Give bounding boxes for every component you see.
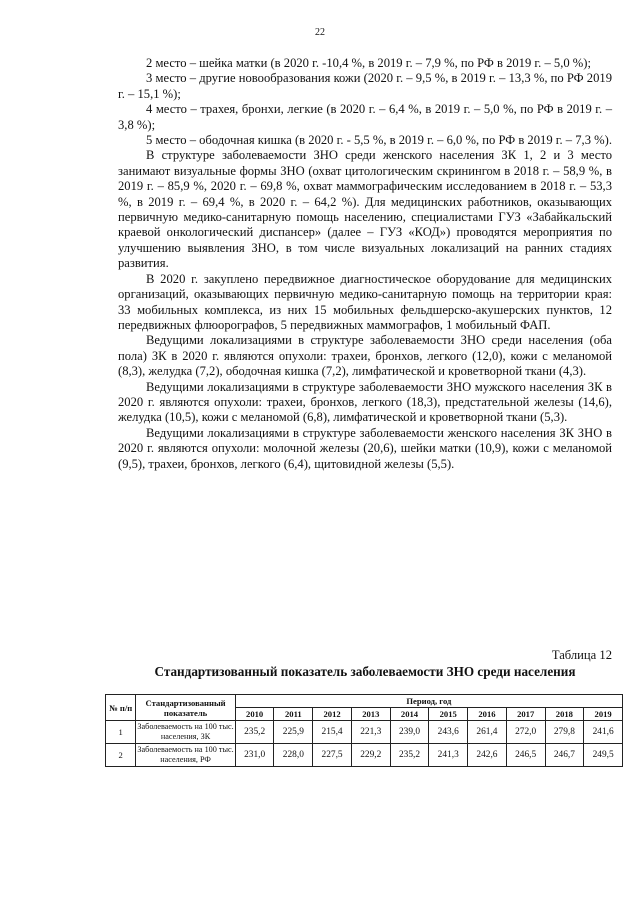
body-text — [118, 56, 612, 472]
row-number: 1 — [106, 721, 136, 744]
table-cell: 261,4 — [468, 721, 507, 744]
year-header: 2012 — [313, 708, 352, 721]
table-cell: 229,2 — [351, 744, 390, 767]
table-cell: 228,0 — [274, 744, 313, 767]
year-header: 2017 — [506, 708, 545, 721]
table-cell: 241,3 — [429, 744, 468, 767]
col-indicator-header: Стандартизованный показатель — [136, 695, 235, 721]
table-cell: 221,3 — [351, 721, 390, 744]
paragraph: 4 место – трахея, бронхи, легкие (в 2020 г. – 6,4 %, в 2019 г. – 5,0 %, по РФ в 2019 г. – 3,8 %); — [118, 102, 612, 132]
paragraph: 3 место – другие новообразования кожи (2020 г. – 9,5 %, в 2019 г. – 13,3 %, по РФ 2019 г. – 15,1 %); — [118, 71, 612, 101]
table-row — [106, 721, 623, 744]
table-cell: 225,9 — [274, 721, 313, 744]
table-cell: 235,2 — [235, 721, 274, 744]
year-header: 2018 — [545, 708, 584, 721]
row-indicator: Заболеваемость на 100 тыс. населения, ЗК — [136, 721, 235, 744]
col-number-header: № п/п — [106, 695, 136, 721]
paragraph: 2 место – шейка матки (в 2020 г. -10,4 %, в 2019 г. – 7,9 %, по РФ в 2019 г. – 5,0 %); — [146, 56, 591, 70]
table-cell: 246,7 — [545, 744, 584, 767]
year-header: 2013 — [351, 708, 390, 721]
year-header: 2015 — [429, 708, 468, 721]
table-cell: 235,2 — [390, 744, 429, 767]
row-number: 2 — [106, 744, 136, 767]
paragraph: В 2020 г. закуплено передвижное диагностическое оборудование для медицинских организаций, оказывающих первичную медико-санитарную помощь на территории края: 33 мобильных комплекса, из них 15 мобильных фельдшерско-акушерских пунктов, 12 передвижных флюорографов, 5 передвижных маммографов, 1 мобильный ФАП. — [118, 271, 612, 332]
table-cell: 246,5 — [506, 744, 545, 767]
table-row — [106, 744, 623, 767]
paragraph: Ведущими локализациями в структуре заболеваемости женского населения ЗК ЗНО в 2020 г. являются опухоли: молочной железы (20,6), шейки матки (10,9), кожи с меланомой (9,5), трахеи, бронхов, легкого (6,4), щитовидной железы (5,5). — [118, 425, 612, 471]
year-header: 2016 — [468, 708, 507, 721]
table-cell: 272,0 — [506, 721, 545, 744]
year-header: 2010 — [235, 708, 274, 721]
paragraph: Ведущими локализациями в структуре заболеваемости ЗНО мужского населения ЗК в 2020 г. являются опухоли: трахеи, бронхов, легкого (18,3), предстательной железы (14,6), желудка (10,5), кожи с меланомой (6,8), лимфатической и кроветворной ткани (5,3). — [118, 379, 612, 425]
table-cell: 249,5 — [584, 744, 623, 767]
table-cell: 241,6 — [584, 721, 623, 744]
year-header: 2019 — [584, 708, 623, 721]
table-title: Стандартизованный показатель заболеваемости ЗНО среди населения — [154, 664, 576, 679]
col-period-header: Период, год — [235, 695, 622, 708]
paragraph: Ведущими локализациями в структуре заболеваемости ЗНО среди населения (оба пола) ЗК в 2020 г. являются опухоли: трахеи, бронхов, легкого (12,0), кожи с меланомой (8,3), желудка (7,2), ободочная кишка (7,2), лимфатической и кроветворной ткани (4,3). — [118, 333, 612, 379]
table-caption: Таблица 12 — [551, 648, 612, 662]
year-header: 2011 — [274, 708, 313, 721]
table-cell: 239,0 — [390, 721, 429, 744]
table-cell: 231,0 — [235, 744, 274, 767]
paragraph: В структуре заболеваемости ЗНО среди женского населения ЗК 1, 2 и 3 место занимают визуальные формы ЗНО (охват цитологическим скринингом в 2018 г. – 58,9 %, в 2019 г. – 85,9 %, 2020 г. – 69,8 %, охват маммографическим исследованием в 2018 г. – 53,3 %, в 2019 г. – 69,4 %, в 2020 г. – 64,2 %). Для медицинских работников, оказывающих первичную медико-санитарную помощь населению, специалистами ГУЗ «Забайкальский краевой онкологический диспансер» (далее – ГУЗ «КОД») проводятся мероприятия по улучшению выявления ЗНО, в том числе визуальных локализаций на ранних стадиях развития. — [118, 148, 612, 271]
table-cell: 279,8 — [545, 721, 584, 744]
table-cell: 243,6 — [429, 721, 468, 744]
table-cell: 227,5 — [313, 744, 352, 767]
paragraph: 5 место – ободочная кишка (в 2020 г. - 5,5 %, в 2019 г. – 6,0 %, по РФ в 2019 г. – 7,3 %). — [146, 133, 612, 148]
page-number: 22 — [315, 27, 325, 38]
year-header: 2014 — [390, 708, 429, 721]
table-header-row — [106, 695, 623, 708]
table-cell: 215,4 — [313, 721, 352, 744]
incidence-table — [105, 694, 623, 767]
row-indicator: Заболеваемость на 100 тыс. населения, РФ — [136, 744, 235, 767]
table-cell: 242,6 — [468, 744, 507, 767]
